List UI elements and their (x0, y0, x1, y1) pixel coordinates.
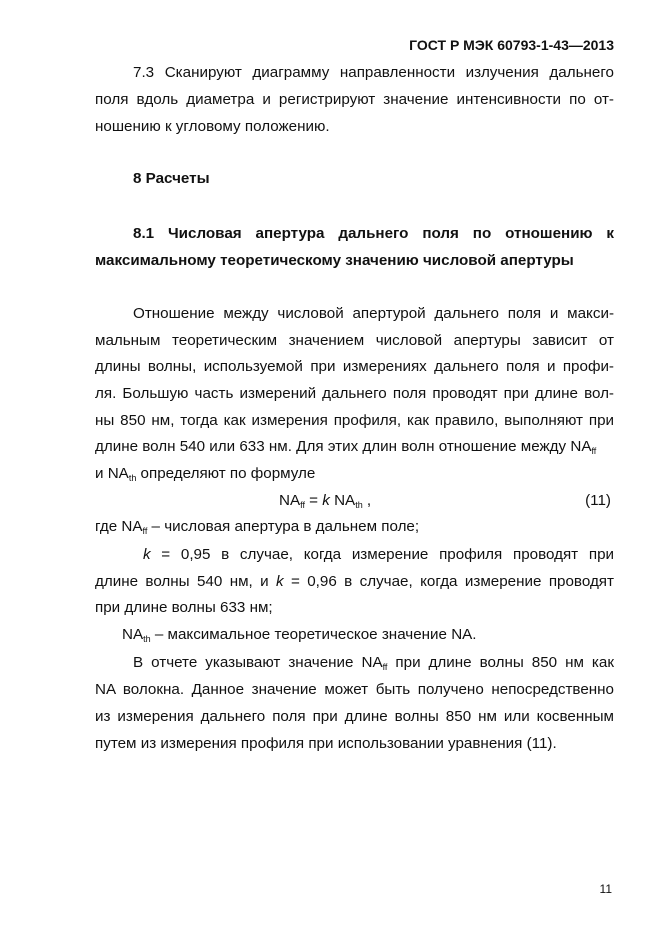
paragraph-2-line-2: NA волокна. Данное значение может быть получено непосредственно (95, 681, 614, 698)
section-7-3-line-1: 7.3 Сканируют диаграмму направленности излучения дальнего (133, 64, 614, 81)
paragraph-1-line-2: мальным теоретическим значением числовой апертуры зависит от (95, 332, 614, 349)
paragraph-2-line-4: путем из измерения профиля при использовании уравнения (11). (95, 735, 557, 752)
section-7-3-line-2: поля вдоль диаметра и регистрируют значение интенсивности по от- (95, 91, 614, 108)
section-8-1-heading-line-2: максимальному теоретическому значению числовой апертуры (95, 252, 574, 269)
paragraph-2-line-1: В отчете указывают значение $NA_{ff}$ при длине волны 850 нм как (133, 654, 614, 672)
where-k-line-3: при длине волны 633 нм; (95, 599, 273, 616)
paragraph-2-line-3: из измерения дальнего поля при длине волны 850 нм или косвенным (95, 708, 614, 725)
paragraph-1-line-4: ля. Большую часть измерений дальнего поля проводят при длине вол- (95, 385, 614, 402)
formula-number: (11) (585, 492, 611, 509)
where-naff-definition: где $NA_{ff}$ – числовая апертура в дальнем поле; (95, 518, 420, 536)
section-8-1-heading-line-1: 8.1 Числовая апертура дальнего поля по отношению к (133, 225, 614, 242)
paragraph-1-line-3: длины волны, используемой при измерениях дальнего поля и профи- (95, 358, 614, 375)
paragraph-1-line-7: и $NA_{th}$ определяют по формуле (95, 465, 316, 483)
paragraph-1-line-5: ны 850 нм, тогда как измерения профиля, как правило, выполняют при (95, 412, 614, 429)
formula-11: $NA_{ff} = k$ $NA_{th}$ , (279, 492, 372, 510)
section-8-heading: 8 Расчеты (133, 170, 210, 187)
page-number: 11 (599, 882, 612, 896)
where-k-line-1: k = 0,95 в случае, когда измерение профиля проводят при (143, 546, 614, 563)
paragraph-1-line-6: длине волн 540 или 633 нм. Для этих длин волн отношение между $NA_{ff}$ (95, 438, 597, 456)
where-nath-definition: $NA_{th}$ – максимальное теоретическое значение NA. (122, 626, 477, 644)
where-k-line-2: длине волны 540 нм, и k = 0,96 в случае, когда измерение проводят (95, 573, 614, 590)
document-header: ГОСТ Р МЭК 60793-1-43—2013 (409, 37, 614, 53)
paragraph-1-line-1: Отношение между числовой апертурой дальнего поля и макси- (133, 305, 614, 322)
section-7-3-line-3: ношению к угловому положению. (95, 118, 330, 135)
